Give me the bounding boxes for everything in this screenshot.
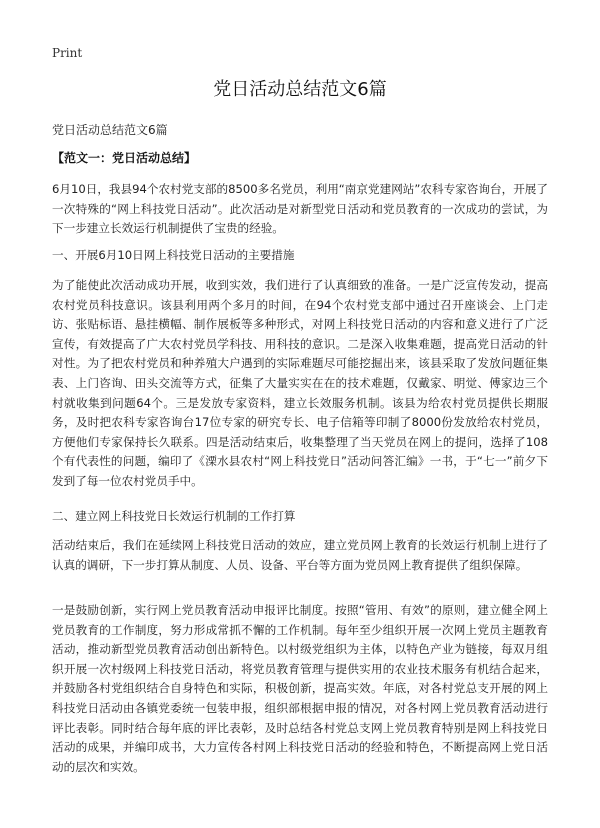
- heading-two: 二、建立网上科技党日长效运行机制的工作打算: [52, 509, 296, 523]
- document-subtitle: 党日活动总结范文6篇: [52, 123, 168, 137]
- body-paragraph-two: 活动结束后，我们在延续网上科技党日活动的效应，建立党员网上教育的长效运行机制上进行了认真的调研，下一步打算从制度、人员、设备、平台等方面为党员网上教育提供了组织保障。: [52, 538, 548, 572]
- intro-paragraph: 6月10日，我县94个农村党支部的8500多名党员，利用“南京党建网站”农科专家咨询台，开展了一次特殊的“网上科技党日活动”。此次活动是对新型党日活动和党员教育的一次成功的尝试，为下一步建立长效运行机制提供了宝贵的经验。: [52, 182, 548, 236]
- body-paragraph-three: 一是鼓励创新，实行网上党员教育活动申报评比制度。按照“管用、有效”的原则，建立健全网上党员教育的工作制度，努力形成常抓不懈的工作机制。每年至少组织开展一次网上党员主题教育活动，推动新型党员教育活动创出新特色。以村级党组织为主体，以特色产业为链接，每双月组织开展一次村级网上科技党日活动，将党员教育管理与提供实用的农业技术服务有机结合起来，并鼓励各村党组织结合自身特色和实际，积极创新，提高实效。年底，对各村党总支开展的网上科技党日活动由各镇党委统一包装申报，组织部根据申报的情况，对各村网上党员教育活动进行评比表彰。同时结合每年底的评比表彰，及时总结各村党总支网上党员教育特别是网上科技党日活动的成果，并编印成书，大力宣传各村网上科技党日活动的经验和特色，不断提高网上党日活动的层次和实效。: [52, 603, 548, 774]
- heading-one: 一、开展6月10日网上科技党日活动的主要措施: [52, 248, 295, 262]
- section-heading: 【范文一：党日活动总结】: [52, 151, 197, 165]
- print-link[interactable]: Print: [52, 46, 83, 60]
- document-title: 党日活动总结范文6篇: [213, 79, 387, 100]
- body-paragraph-one: 为了能使此次活动成功开展，收到实效，我们进行了认真细致的准备。一是广泛宣传发动，提高农村党员科技意识。该县利用两个多月的时间，在94个农村党支部中通过召开座谈会、上门走访、张贴标语、悬挂横幅、制作展板等多种形式，对网上科技党日活动的内容和意义进行了广泛宣传，有效提高了广大农村党员学科技、用科技的意识。二是深入收集难题，提高党日活动的针对性。为了把农村党员和种养殖大户遇到的实际难题尽可能挖掘出来，该县采取了发放问题征集表、上门咨询、田头交流等方式，征集了大量实实在在的技术难题，仅戴家、明觉、傅家边三个村就收集到问题64个。三是发放专家资料，建立长效服务机制。该县为给农村党员提供长期服务，及时把农科专家咨询台17位专家的研究专长、电子信箱等印制了8000份发放给农村党员，方便他们专家保持长久联系。四是活动结束后，收集整理了当天党员在网上的提问，选择了108个有代表性的问题，编印了《溧水县农村“网上科技党日”活动问答汇编》一书，于“七一”前夕下发到了每一位农村党员手中。: [52, 278, 548, 488]
